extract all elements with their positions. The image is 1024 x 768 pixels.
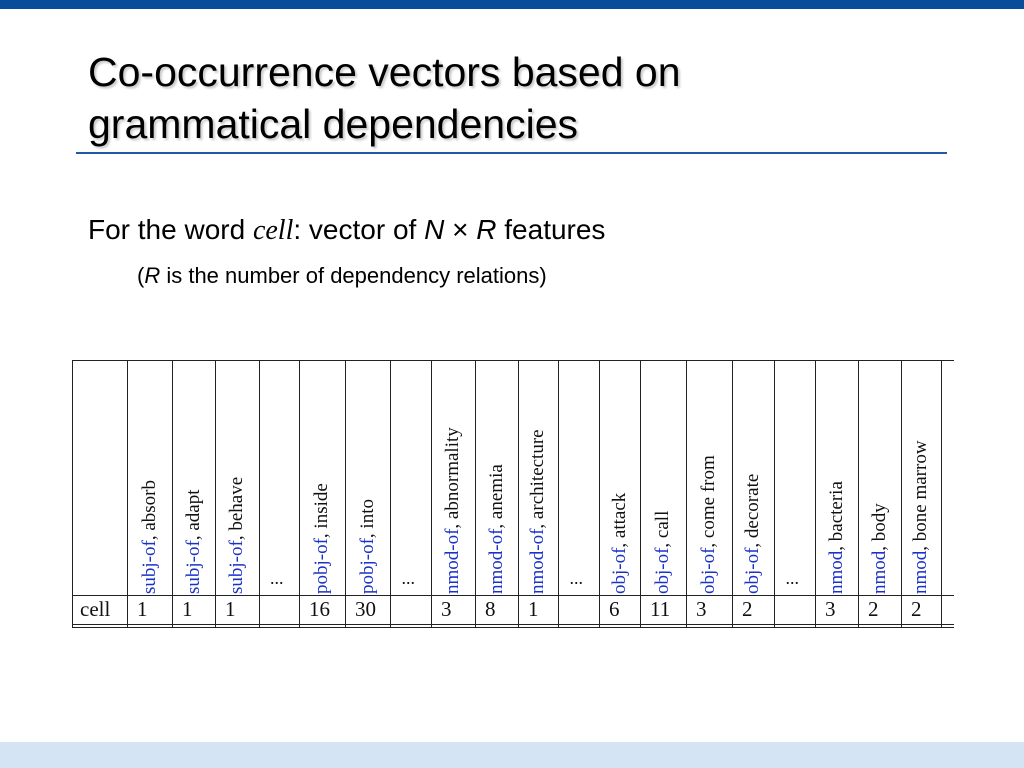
note-var-r: R <box>144 263 161 288</box>
column-header-argument: bone marrow <box>910 440 931 542</box>
column-header-separator: , <box>527 519 548 529</box>
table-top-rule <box>72 360 954 361</box>
table-column-divider <box>172 360 173 628</box>
column-header-relation: obj-of <box>608 547 630 594</box>
column-header-separator: , <box>485 519 507 529</box>
column-header-argument: call <box>652 510 673 539</box>
bullet-prefix: For the word <box>88 214 253 245</box>
column-header-relation: pobj-of <box>311 538 332 594</box>
table-column-divider <box>390 360 391 628</box>
column-header <box>183 490 205 594</box>
column-header <box>486 464 508 594</box>
column-header-relation: pobj-of <box>356 538 378 594</box>
column-header-separator: , <box>742 538 763 548</box>
table-cell-value: 3 <box>696 597 707 621</box>
column-header <box>442 427 464 594</box>
bottom-accent-bar <box>0 742 1024 768</box>
column-header-relation: nmod <box>868 550 890 594</box>
column-header-separator: , <box>825 541 847 551</box>
table-cell-value: 16 <box>309 597 330 621</box>
column-header <box>357 499 379 594</box>
column-header-separator: , <box>608 538 630 548</box>
column-header-separator: , <box>138 530 160 541</box>
column-header-relation: subj-of <box>226 540 247 594</box>
column-header-argument: attack <box>608 492 630 539</box>
column-header <box>826 481 848 594</box>
table-cell-value: 1 <box>225 597 236 621</box>
table-bottom-rule-2 <box>72 627 954 628</box>
column-header-relation: obj-of <box>698 547 719 594</box>
bullet-var-r: R <box>476 214 497 245</box>
table-cell-value: 3 <box>825 597 836 621</box>
column-header-relation: nmod-of <box>485 528 507 594</box>
column-header-relation: subj-of <box>138 540 160 594</box>
slide-title-line-1: Co-occurrence vectors based on <box>88 49 681 95</box>
column-header <box>609 493 631 594</box>
table-column-divider <box>259 360 260 628</box>
column-header <box>869 503 891 594</box>
table-column-divider <box>518 360 519 628</box>
column-header-argument: decorate <box>742 473 763 539</box>
header-ellipsis: ... <box>401 568 415 588</box>
column-header-argument: abnormality <box>442 427 463 520</box>
column-header-separator: , <box>698 538 719 548</box>
column-header-separator: , <box>910 541 931 551</box>
column-header-argument: body <box>868 503 890 542</box>
column-header-relation: obj-of <box>652 547 673 594</box>
table-cell-value: 2 <box>742 597 753 621</box>
column-header-relation: subj-of <box>182 540 204 594</box>
column-header-relation: nmod <box>910 550 931 594</box>
column-header <box>226 477 248 594</box>
bullet-main <box>88 212 605 249</box>
column-header-argument: inside <box>311 483 332 529</box>
column-header-argument: behave <box>226 476 247 531</box>
table-column-divider <box>901 360 902 628</box>
note-open: ( <box>137 263 145 288</box>
table-column-divider <box>558 360 559 628</box>
column-header-relation: nmod <box>825 550 847 594</box>
column-header-relation: nmod-of <box>442 528 463 594</box>
top-accent-bar <box>0 0 1024 9</box>
table-cell-value: 8 <box>485 597 496 621</box>
column-header-relation: nmod-of <box>527 528 548 594</box>
table-column-divider <box>815 360 816 628</box>
table-cell-value: 2 <box>868 597 879 621</box>
feature-table <box>72 360 954 630</box>
table-column-divider <box>858 360 859 628</box>
column-header-argument: adapt <box>182 489 204 531</box>
column-header-argument: absorb <box>138 480 160 531</box>
table-cell-value: 1 <box>137 597 148 621</box>
table-header-rule <box>72 595 954 596</box>
column-header-separator: , <box>442 519 463 529</box>
column-header-argument: architecture <box>527 429 548 520</box>
column-header-argument: bacteria <box>825 481 847 542</box>
table-column-divider <box>941 360 942 628</box>
column-header <box>698 455 720 594</box>
table-cell-value: 30 <box>355 597 376 621</box>
column-header-relation: obj-of <box>742 547 763 594</box>
table-column-divider <box>299 360 300 628</box>
table-cell-value: 11 <box>650 597 671 621</box>
column-header-argument: into <box>356 499 378 529</box>
table-cell-value: 1 <box>182 597 193 621</box>
column-header <box>910 440 932 594</box>
column-header <box>652 511 674 594</box>
table-cell-value: 3 <box>441 597 452 621</box>
column-header <box>527 429 549 594</box>
table-column-divider <box>215 360 216 628</box>
column-header-separator: , <box>652 538 673 548</box>
column-header-separator: , <box>311 528 332 539</box>
row-label-cell: cell <box>80 597 111 621</box>
bullet-word: cell <box>252 215 294 246</box>
table-cell-value: 6 <box>609 597 620 621</box>
column-header-argument: anemia <box>485 464 507 520</box>
slide-title-line-2: grammatical dependencies <box>88 101 578 147</box>
bullet-suffix: features <box>496 214 606 245</box>
table-cell-value: 1 <box>528 597 539 621</box>
table-column-divider <box>686 360 687 628</box>
table-column-divider <box>72 360 73 628</box>
note-text: is the number of dependency relations) <box>160 263 547 288</box>
column-header-separator: , <box>182 530 204 541</box>
bullet-var-n: N <box>424 214 445 245</box>
table-column-divider <box>345 360 346 628</box>
table-column-divider <box>127 360 128 628</box>
title-underline <box>76 152 947 154</box>
header-ellipsis: ... <box>270 568 284 588</box>
table-column-divider <box>732 360 733 628</box>
table-column-divider <box>431 360 432 628</box>
column-header <box>311 483 333 594</box>
table-column-divider <box>774 360 775 628</box>
column-header-separator: , <box>356 528 378 539</box>
column-header-separator: , <box>226 530 247 541</box>
table-column-divider <box>475 360 476 628</box>
bullet-note <box>137 262 547 290</box>
column-header <box>742 474 764 594</box>
slide-title <box>88 46 948 150</box>
table-column-divider <box>640 360 641 628</box>
header-ellipsis: ... <box>785 568 799 588</box>
column-header <box>139 480 161 594</box>
table-cell-value: 2 <box>911 597 922 621</box>
bullet-middle: : vector of <box>293 214 425 245</box>
column-header-separator: , <box>868 541 890 551</box>
table-bottom-rule-1 <box>72 624 954 625</box>
bullet-times: × <box>444 214 477 245</box>
column-header-argument: come from <box>698 455 719 539</box>
header-ellipsis: ... <box>569 568 583 588</box>
table-column-divider <box>599 360 600 628</box>
